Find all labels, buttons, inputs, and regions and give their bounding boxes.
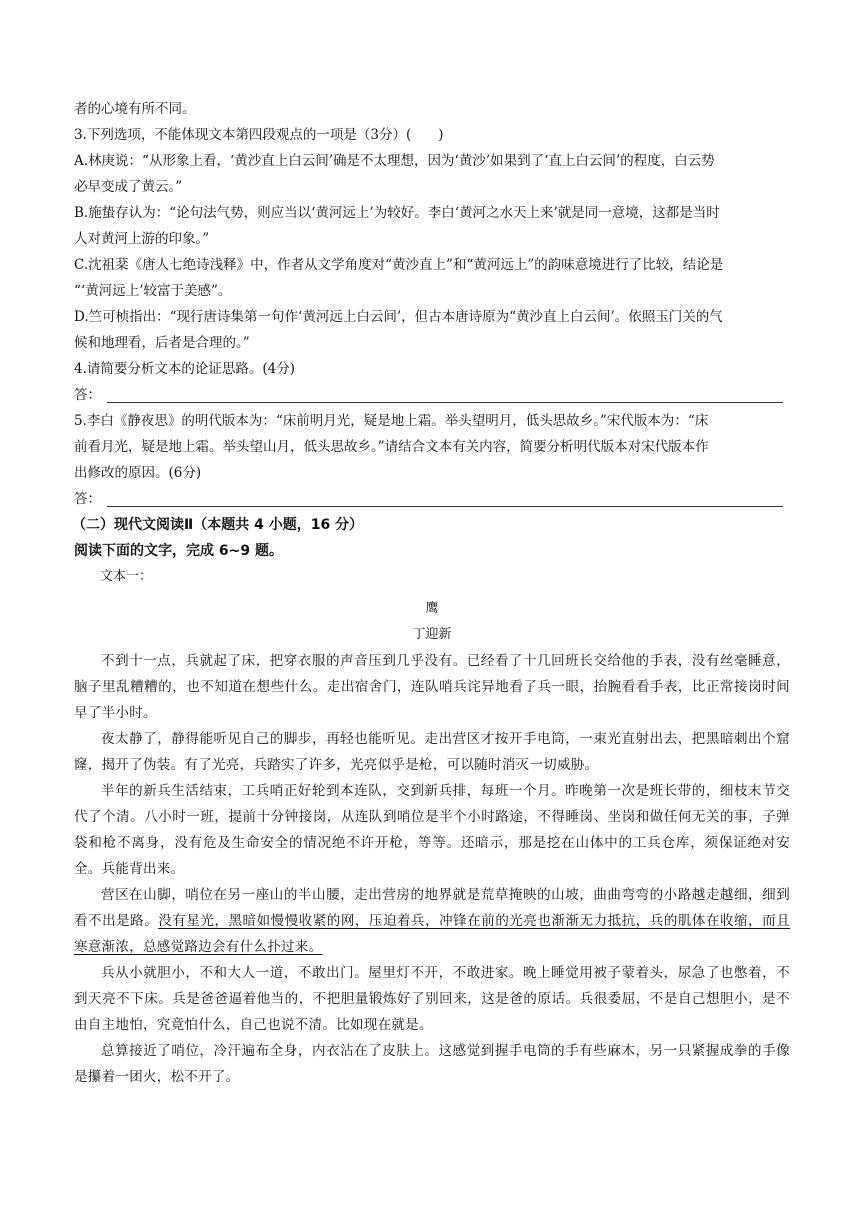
story-paragraph-5: 兵从小就胆小，不和大人一道，不敢出门。屋里灯不开，不敢进家。晚上睡觉用被子蒙着头，尿急了也憋着，不到天亮不下床。兵是爸爸逼着他当的，不把胆量锻炼好了别回来，这是爸的原话。兵很委屈，不是自己想胆小，是不由自主地怕，究竟怕什么，自己也说不清。比如现在就是。: [74, 965, 790, 1033]
option-c-line2: “‘黄河远上’较富于美感”。: [74, 283, 232, 299]
story-paragraph-3: 半年的新兵生活结束，工兵哨正好轮到本连队，交到新兵排，每班一个月。昨晚第一次是班长带的，细枝末节交代了个清。八小时一班，提前十分钟接岗，从连队到哨位是半个小时路途，不得睡岗、坐岗和做任何无关的事，子弹袋和枪不离身，没有危及生命安全的情况绝不许开枪，等等。还暗示，那是挖在山体中的工兵仓库，须保证绝对安全。兵能背出来。: [74, 783, 790, 877]
story-title: 鹰: [425, 601, 439, 616]
answer-label: 答：: [74, 491, 101, 507]
option-b-line2: 人对黄河上游的印象。”: [74, 231, 210, 247]
option-c-line1: C.沈祖棻《唐人七绝诗浅释》中，作者从文学角度对“黄沙直上”和“黄河远上”的韵味意境进行了比较，结论是: [74, 257, 724, 273]
option-a-line2: 必早变成了黄云。”: [74, 179, 183, 195]
answer-label: 答：: [74, 387, 101, 403]
answer-line-4[interactable]: [74, 382, 790, 408]
text-label: 文本一：: [100, 569, 153, 584]
story-paragraph-4-underlined: 没有星光，黑暗如慢慢收紧的网，压迫着兵，冲锋在前的光亮也渐渐无力抵抗，兵的肌体在收缩，而且寒意渐浓，总感觉路边会有什么扑过来。: [74, 913, 790, 955]
story-paragraph-1: 不到十一点，兵就起了床，把穿衣服的声音压到几乎没有。已经看了十几回班长交给他的手表，没有丝毫睡意，脑子里乱糟糟的，也不知道在想些什么。走出宿舍门，连队哨兵诧异地看了兵一眼，抬腕看看手表，比正常接岗时间早了半小时。: [74, 653, 790, 721]
question-3: 3.下列选项，不能体现文本第四段观点的一项是（3分）( ): [74, 127, 444, 143]
story-paragraph-6: 总算接近了哨位，冷汗遍布全身，内衣沾在了皮肤上。这感觉到握手电筒的手有些麻木，另一只紧握成拳的手像是攥着一团火，松不开了。: [74, 1043, 790, 1085]
section-instruction: 阅读下面的文字，完成 6~9 题。: [74, 543, 283, 559]
story-paragraph-2: 夜太静了，静得能听见自己的脚步，再轻也能听见。走出营区才按开手电筒，一束光直射出去，把黑暗刺出个窟窿，揭开了伪装。有了光亮，兵踏实了许多，光亮似乎是枪，可以随时消灭一切威胁。: [74, 731, 790, 773]
story-paragraph-4: [74, 882, 790, 960]
option-d-line1: D.竺可桢指出：“现行唐诗集第一句作‘黄河远上白云间’，但古本唐诗原为“黄沙直上白云间’。依照玉门关的气: [74, 309, 723, 325]
question-5-line3: 出修改的原因。(6分): [74, 465, 202, 481]
story-paragraph-4-plain: 营区在山脚，哨位在另一座山的半山腰，走出营房的地界就是荒草掩映的山坡，曲曲弯弯的小路越走越细，细到看不出是路。: [74, 887, 790, 929]
option-a-line1: A.林庚说：“从形象上看，‘黄沙直上白云间’确是不太理想，因为‘黄沙’如果到了‘直上白云间’的程度，白云势: [74, 153, 715, 169]
option-b-line1: B.施蛰存认为：“论句法气势，则应当以‘黄河远上’为较好。李白‘黄河之水天上来’就是同一意境，这都是当时: [74, 205, 720, 221]
question-4: 4.请简要分析文本的论证思路。(4分): [74, 361, 296, 377]
section-heading: （二）现代文阅读Ⅱ（本题共 4 小题，16 分）: [72, 517, 364, 533]
question-5-line1: 5.李白《静夜思》的明代版本为：“床前明月光，疑是地上霜。举头望明月，低头思故乡。”宋代版本为：“床: [74, 413, 709, 429]
text-line: 者的心境有所不同。: [74, 101, 196, 117]
answer-rule[interactable]: [107, 386, 783, 403]
option-d-line2: 候和地理看，后者是合理的。”: [74, 335, 250, 351]
question-5-line2: 前看月光，疑是地上霜。举头望山月，低头思故乡。”请结合文本有关内容，简要分析明代版本对宋代版本作: [74, 439, 709, 455]
answer-line-5[interactable]: [74, 486, 790, 512]
story-author: 丁迎新: [412, 627, 452, 642]
document-page: [74, 96, 790, 1090]
answer-rule[interactable]: [107, 490, 783, 507]
